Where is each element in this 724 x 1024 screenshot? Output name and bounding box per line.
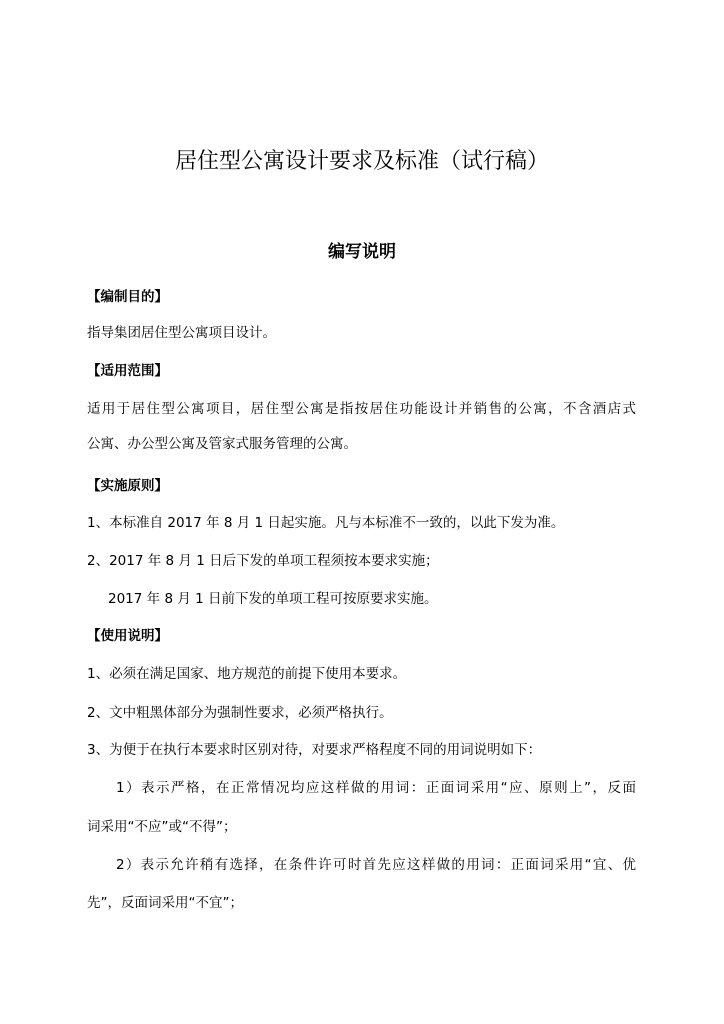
- usage-line-3: 3、为便于在执行本要求时区别对待，对要求严格程度不同的用词说明如下：: [87, 742, 542, 758]
- purpose-line-1: 指导集团居住型公寓项目设计。: [87, 325, 276, 341]
- section-heading-usage: 【使用说明】: [87, 628, 168, 644]
- principles-line-2: 2、2017 年 8 月 1 日后下发的单项工程须按本要求实施；: [87, 553, 439, 569]
- usage-line-7: 先”，反面词采用“不宜”；: [87, 895, 243, 911]
- usage-line-5: 词采用“不应”或“不得”；: [87, 819, 237, 835]
- scope-line-2: 公寓、办公型公寓及管家式服务管理的公寓。: [87, 436, 357, 452]
- document-subtitle: 编写说明: [328, 242, 396, 262]
- principles-line-3: 2017 年 8 月 1 日前下发的单项工程可按原要求实施。: [108, 591, 438, 607]
- section-heading-purpose: 【编制目的】: [87, 289, 168, 305]
- document-title: 居住型公寓设计要求及标准（试行稿）: [174, 149, 549, 174]
- usage-line-2: 2、文中粗黑体部分为强制性要求，必须严格执行。: [87, 705, 393, 721]
- usage-line-6: 2）表示允许稍有选择，在条件许可时首先应这样做的用词：正面词采用“宜、优: [116, 857, 636, 873]
- section-heading-scope: 【适用范围】: [87, 363, 168, 379]
- principles-line-1: 1、本标准自 2017 年 8 月 1 日起实施。凡与本标准不一致的，以此下发为准。: [87, 515, 565, 531]
- usage-line-1: 1、必须在满足国家、地方规范的前提下使用本要求。: [87, 666, 407, 682]
- usage-line-4: 1）表示严格，在正常情况均应这样做的用词：正面词采用“应、原则上”，反面: [116, 780, 636, 796]
- section-heading-principles: 【实施原则】: [87, 478, 168, 494]
- scope-line-1: 适用于居住型公寓项目，居住型公寓是指按居住功能设计并销售的公寓，不含酒店式: [87, 401, 636, 417]
